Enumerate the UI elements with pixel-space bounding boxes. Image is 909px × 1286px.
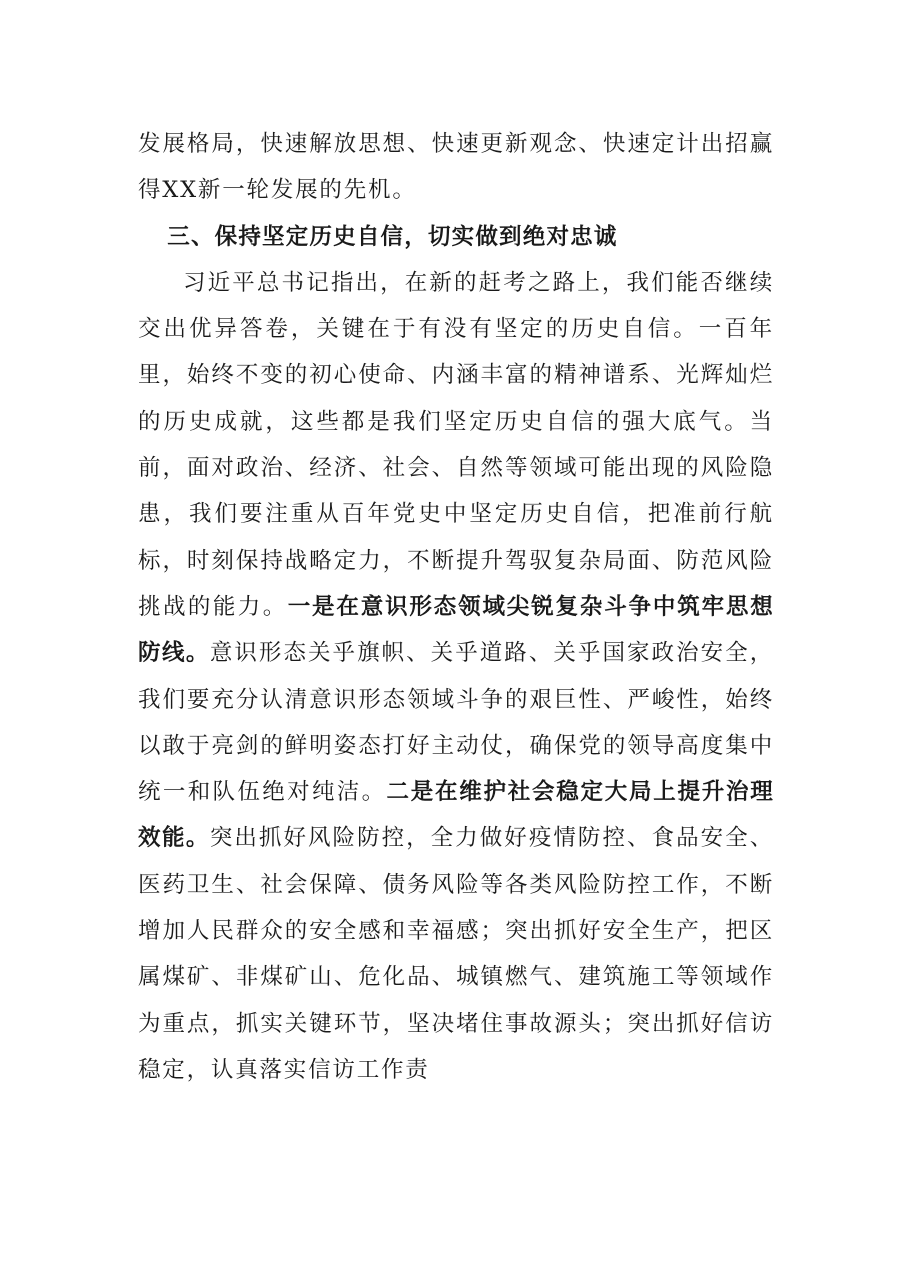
bold-point-two: 二是在维护社会稳定大局上提升治理效能。 <box>138 779 774 852</box>
paragraph-history-confidence <box>138 260 774 1093</box>
paragraph-text: 习近平总书记指出，在新的赶考之路上，我们能否继续交出优异答卷，关键在于有没有坚定的历史自信。一百年里，始终不变的初心使命、内涵丰富的精神谱系、光辉灿烂的历史成就，这些都是我们坚定历史自信的强大底气。当前，面对政治、经济、社会、自然等领域可能出现的风险隐患，我们要注重从百年党史中坚定历史自信，把准前行航标，时刻保持战略定力，不断提升驾驭复杂局面、防范风险挑战的能力。 <box>138 269 774 620</box>
paragraph-continuation: 发展格局，快速解放思想、快速更新观念、快速定计出招赢得XX新一轮发展的先机。 <box>138 131 774 204</box>
document-body <box>138 121 774 1093</box>
section-heading: 三、保持坚定历史自信，切实做到绝对忠诚 <box>167 223 618 250</box>
bold-point-one: 一是在意识形态领域尖锐复杂斗争中筑牢思想防线。 <box>138 593 774 667</box>
paragraph-text: 突出抓好风险防控，全力做好疫情防控、食品安全、医药卫生、社会保障、债务风险等各类风险防控工作，不断增加人民群众的安全感和幸福感；突出抓好安全生产，把区属煤矿、非煤矿山、危化品、城镇燃气、建筑施工等领域作为重点，抓实关键环节，坚决堵住事故源头；突出抓好信访稳定，认真落实信访工作责 <box>138 825 774 1083</box>
paragraph-text: 意识形态关乎旗帜、关乎道路、关乎国家政治安全，我们要充分认清意识形态领域斗争的艰巨性、严峻性，始终以敢于亮剑的鲜明姿态打好主动仗，确保党的领导高度集中统一和队伍绝对纯洁。 <box>138 640 774 806</box>
